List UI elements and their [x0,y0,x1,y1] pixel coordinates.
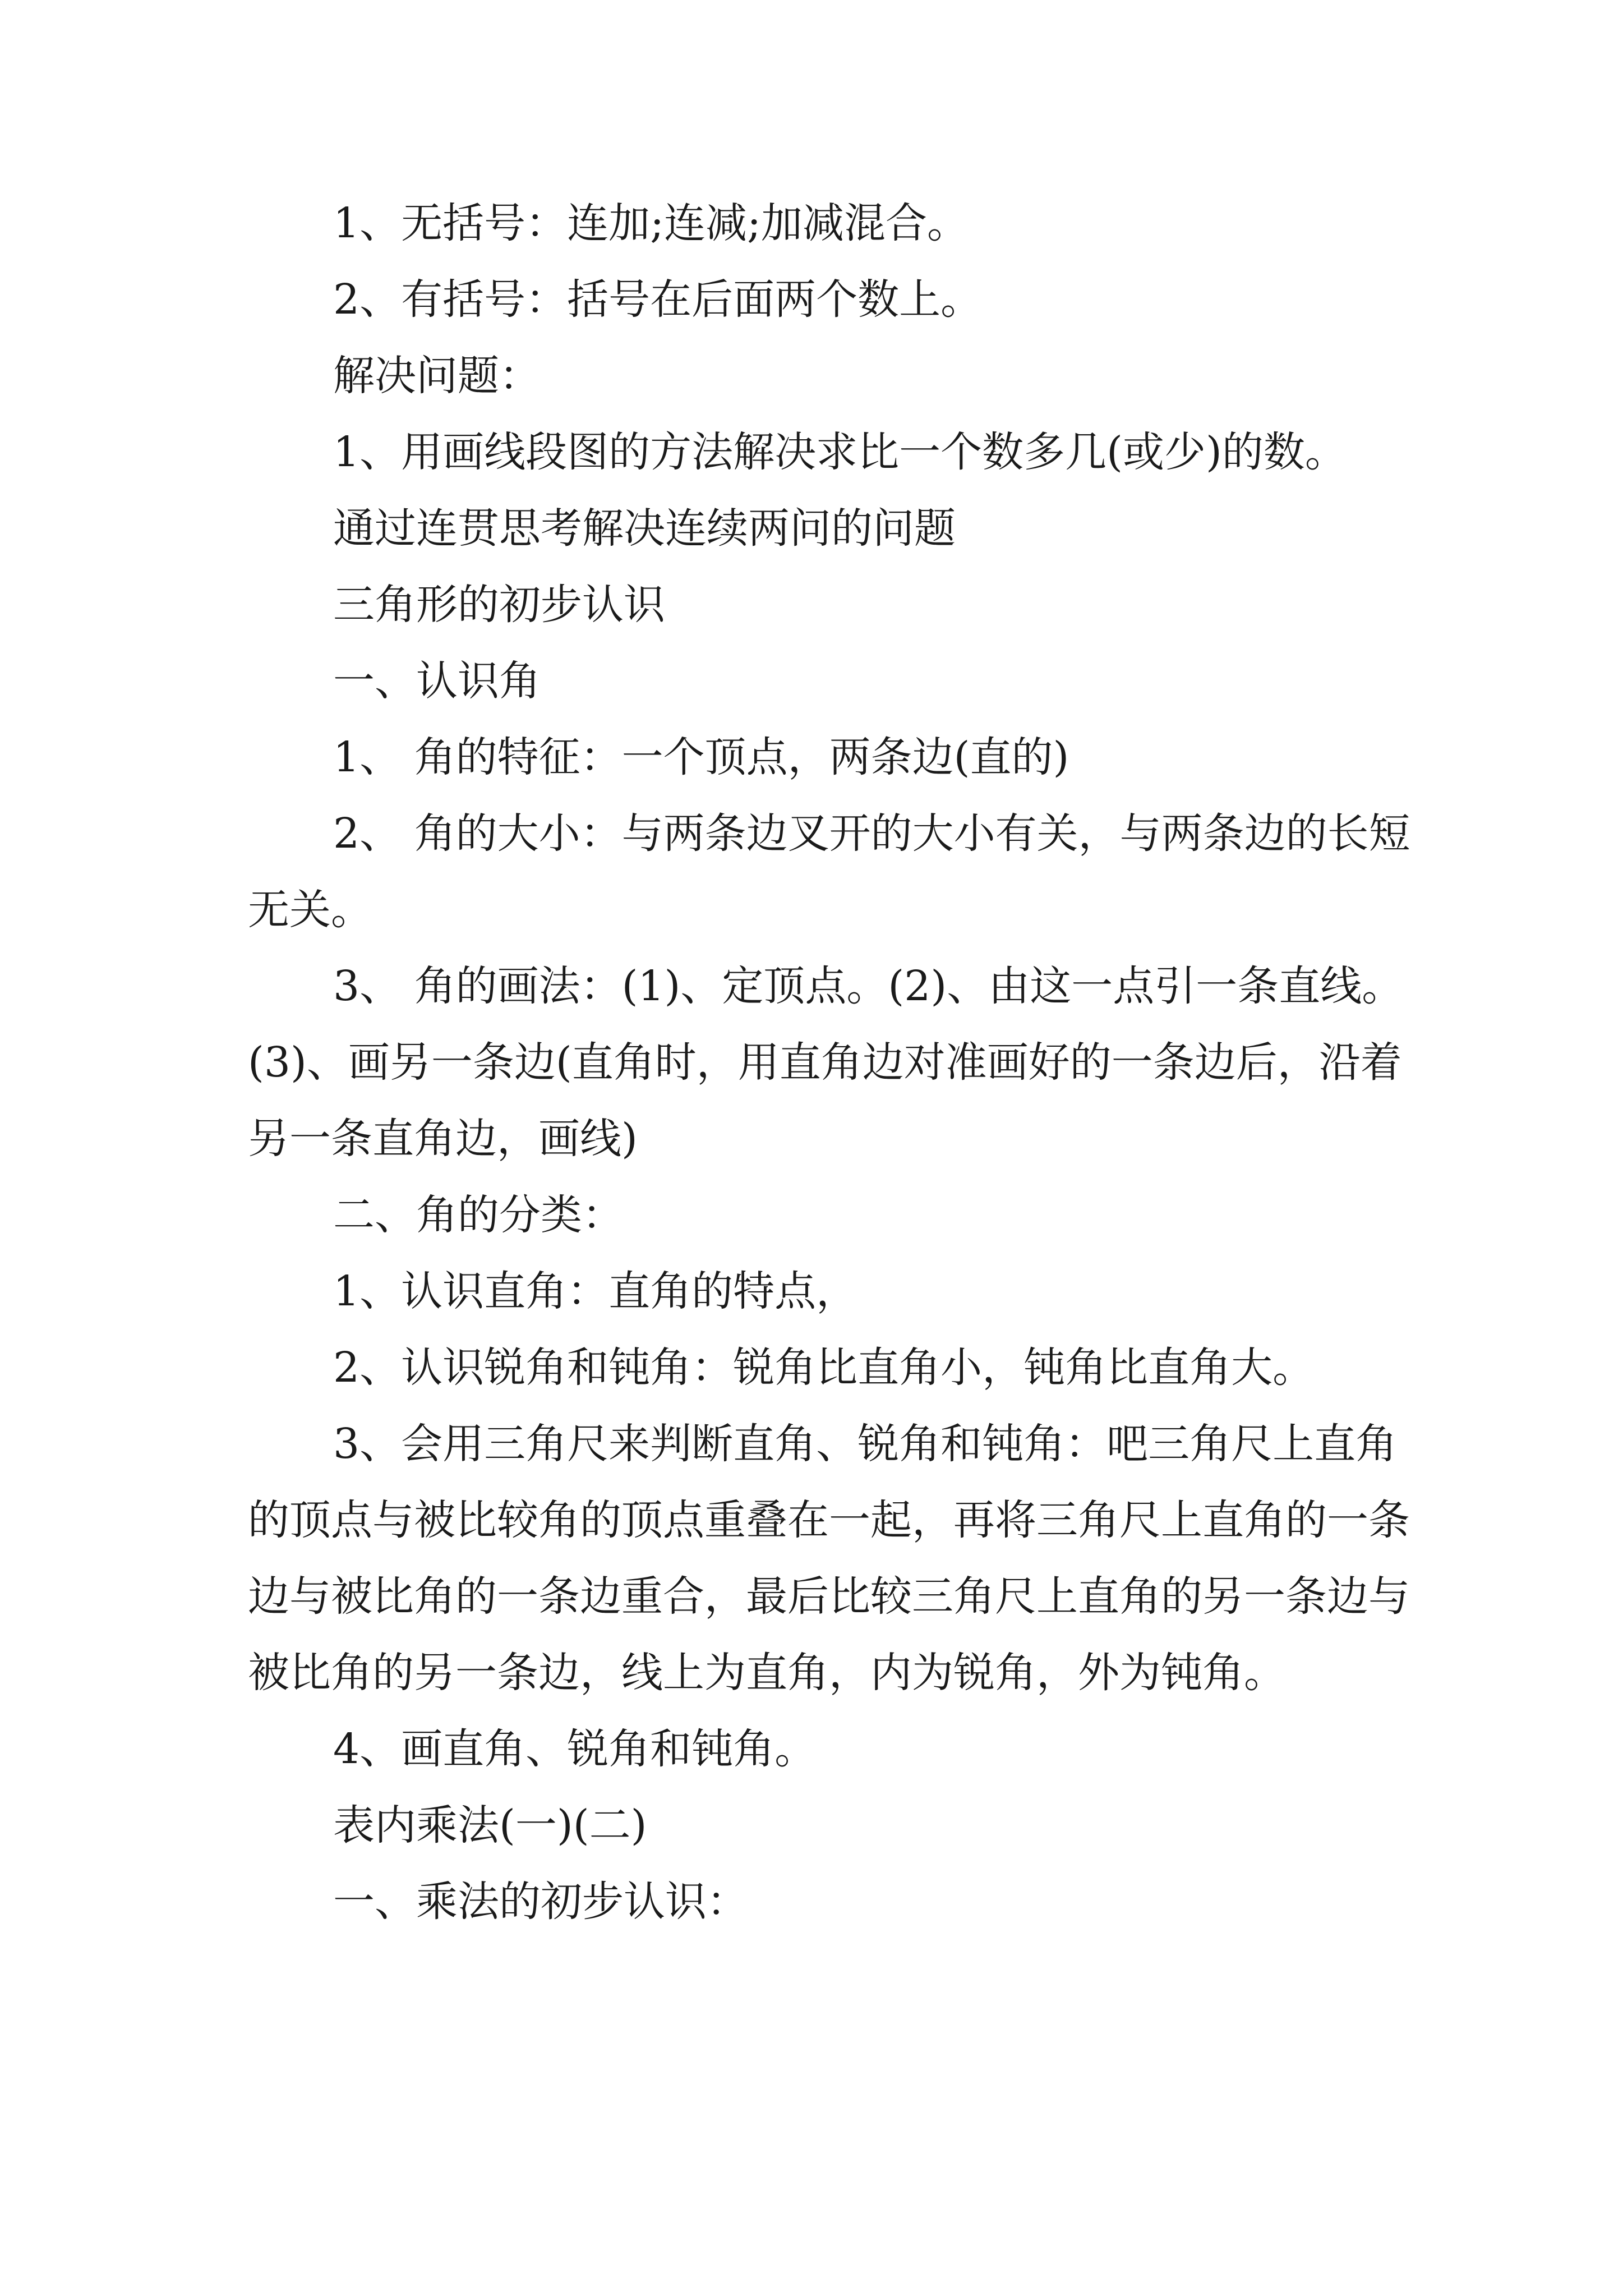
paragraph: 2、 角的大小：与两条边叉开的大小有关，与两条边的长短无关。 [248,809,1410,934]
paragraph: 2、有括号：括号在后面两个数上。 [333,275,983,324]
subsection-heading: 二、角的分类： [333,1191,624,1239]
section-heading: 解决问题： [333,352,541,400]
paragraph: 通过连贯思考解决连续两问的问题 [333,504,956,553]
paragraph: 2、认识锐角和钝角：锐角比直角小，钝角比直角大。 [333,1343,1315,1392]
paragraph: 4、画直角、锐角和钝角。 [333,1725,817,1773]
paragraph: 1、 角的特征：一个顶点，两条边(直的) [333,733,1069,781]
paragraph: 1、无括号：连加;连减;加减混合。 [333,199,969,247]
subsection-heading: 一、乘法的初步认识： [333,1878,748,1926]
section-heading: 表内乘法(一)(二) [333,1801,647,1849]
paragraph: 1、认识直角：直角的特点， [333,1267,858,1315]
paragraph: 3、会用三角尺来判断直角、锐角和钝角：吧三角尺上直角的顶点与被比较角的顶点重叠在一起，再将三角尺上直角的一条边与被比角的一条边重合，最后比较三角尺上直角的另一条边与被比角的另一条边，线上为直角，内为锐角，外为钝角。 [248,1420,1410,1697]
paragraph: 1、用画线段图的方法解决求比一个数多几(或少)的数。 [333,428,1347,476]
document-body [248,185,1414,1940]
subsection-heading: 一、认识角 [333,657,541,705]
section-heading: 三角形的初步认识 [333,581,665,629]
paragraph: 3、 角的画法：(1)、定顶点。(2)、由这一点引一条直线。(3)、画另一条边(直角时，用直角边对准画好的一条边后，沿着另一条直角边，画线) [248,962,1404,1163]
